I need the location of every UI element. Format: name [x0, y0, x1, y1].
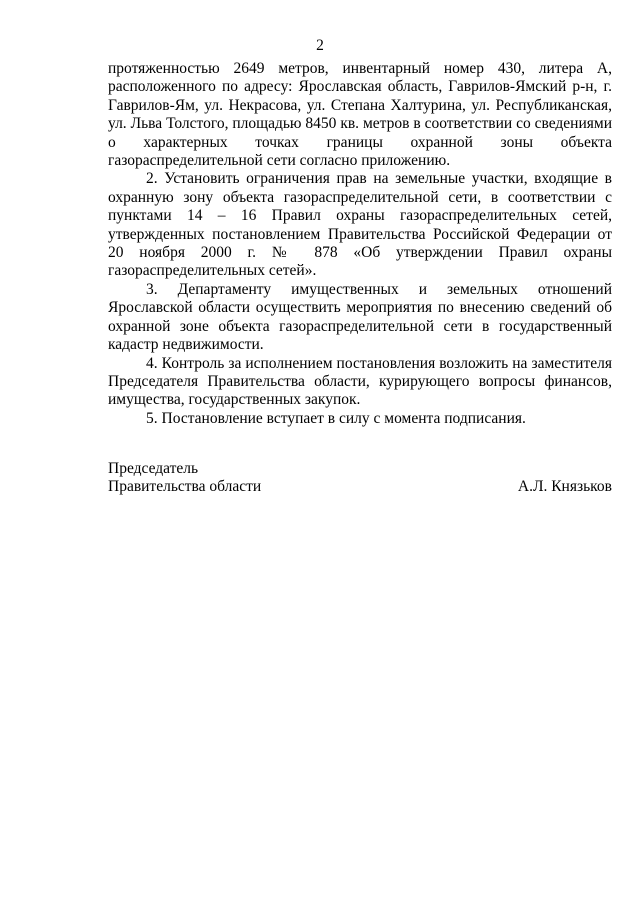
paragraph-item-4: 4. Контроль за исполнением постановления возложить на заместителя Председателя Правительства области, курирующего вопросы финансов, имущества, государственных закупок.	[108, 354, 612, 409]
paragraph-item-3: 3. Департаменту имущественных и земельных отношений Ярославской области осуществить мероприятия по внесению сведений об охранной зоне объекта газораспределительной сети в государственный кадастр недвижимости.	[108, 280, 612, 354]
paragraph-continuation: протяженностью 2649 метров, инвентарный номер 430, литера А, расположенного по адресу: Ярославская область, Гаврилов-Ямский р-н, г. Гаврилов-Ям, ул. Некрасова, ул. Степана Халтурина, ул. Республиканская, ул. Льва Толстого, площадью 8450 кв. метров в соответствии со сведениями о характерных точках границы охранной зоны объекта газораспределительной сети согласно приложению.	[108, 60, 612, 170]
signature-row	[108, 478, 612, 496]
signatory-name: А.Л. Князьков	[517, 478, 612, 496]
document-body	[108, 60, 612, 428]
paragraph-item-2: 2. Установить ограничения прав на земельные участки, входящие в охранную зону объекта газораспределительной сети, в соответствии с пунктами 14 – 16 Правил охраны газораспределительных сетей, утвержденных постановлением Правительства Российской Федерации от 20 ноября 2000 г. № 878 «Об утверждении Правил охраны газораспределительных сетей».	[108, 170, 612, 280]
signature-block	[108, 460, 612, 497]
paragraph-item-5: 5. Постановление вступает в силу с момента подписания.	[146, 409, 526, 427]
signatory-title-line1: Председатель	[108, 460, 199, 477]
signatory-title-line2: Правительства области	[108, 478, 262, 496]
page-number: 2	[316, 37, 324, 54]
